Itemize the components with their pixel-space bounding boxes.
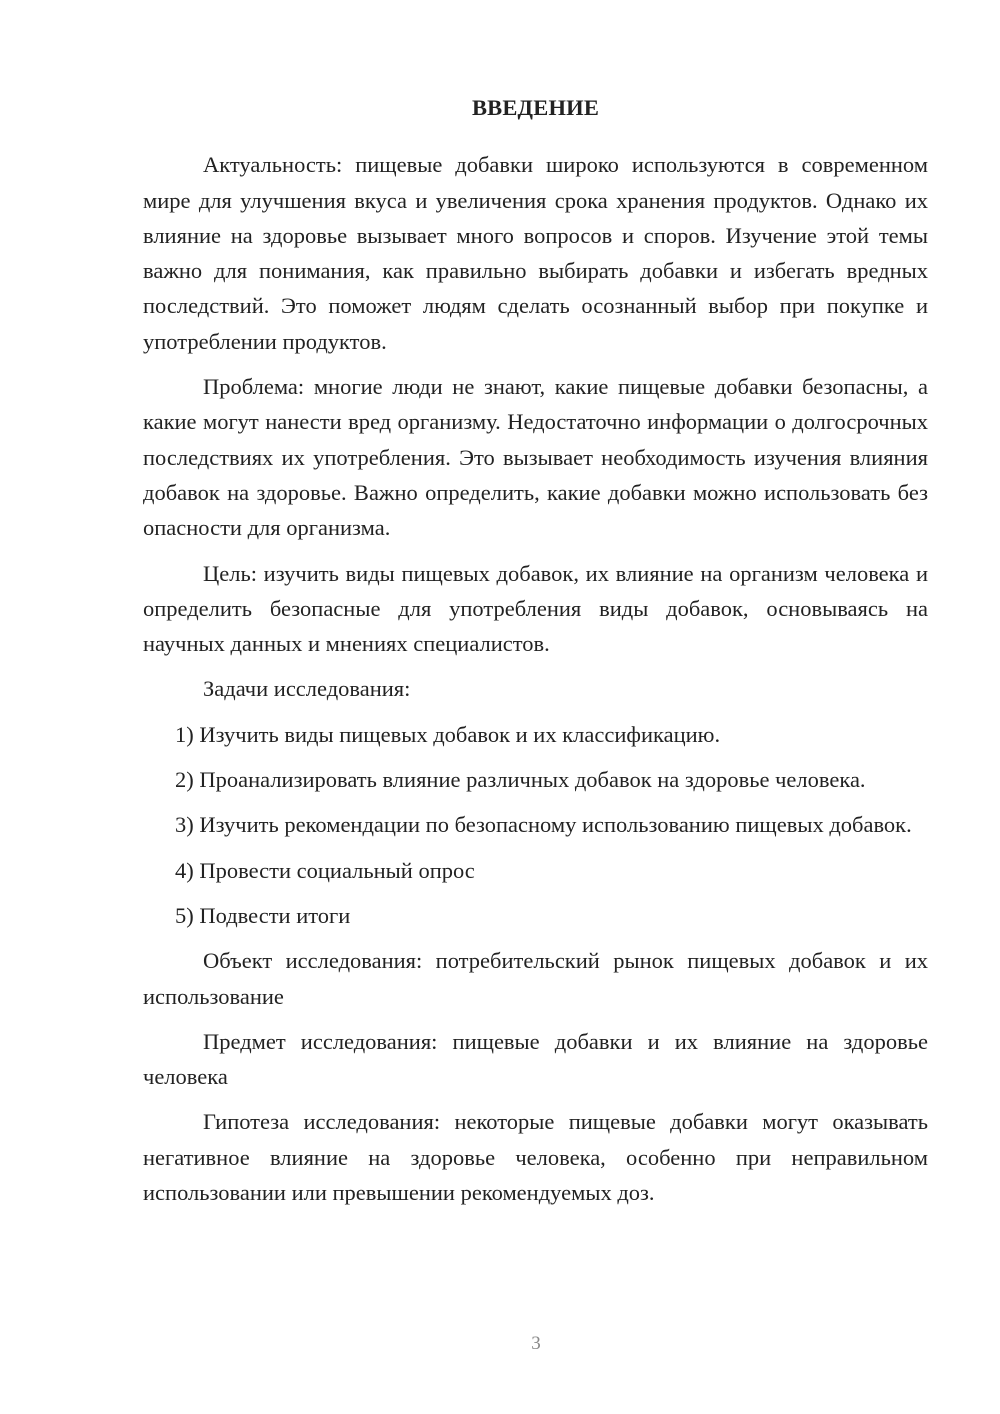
object-paragraph: Объект исследования: потребительский рынок пищевых добавок и их использование — [143, 948, 928, 1009]
task-item: 5) Подвести итоги — [175, 902, 351, 928]
page-number: 3 — [531, 1333, 541, 1354]
hypothesis-paragraph: Гипотеза исследования: некоторые пищевые добавки могут оказывать негативное влияние на здоровье человека, особенно при неправильном использовании или превышении рекомендуемых доз. — [143, 1109, 928, 1206]
goal-paragraph: Цель: изучить виды пищевых добавок, их влияние на организм человека и определить безопасные для употребления виды добавок, основываясь на научных данных и мнениях специалистов. — [143, 560, 928, 657]
problem-paragraph: Проблема: многие люди не знают, какие пищевые добавки безопасны, а какие могут нанести вред организму. Недостаточно информации о долгосрочных последствиях их употребления. Это вызывает необходимость изучения влияния добавок на здоровье. Важно определить, какие добавки можно использовать без опасности для организма. — [143, 374, 928, 541]
task-item: 1) Изучить виды пищевых добавок и их классификацию. — [175, 721, 721, 747]
relevance-paragraph: Актуальность: пищевые добавки широко используются в современном мире для улучшения вкуса и увеличения срока хранения продуктов. Однако их влияние на здоровье вызывает много вопросов и споров. Изучение этой темы важно для понимания, как правильно выбирать добавки и избегать вредных последствий. Это поможет людям сделать осознанный выбор при покупке и употреблении продуктов. — [143, 152, 928, 354]
task-item: 3) Изучить рекомендации по безопасному использованию пищевых добавок. — [175, 812, 912, 838]
tasks-title: Задачи исследования: — [203, 676, 411, 702]
task-item: 2) Проанализировать влияние различных добавок на здоровье человека. — [175, 767, 866, 793]
task-item: 4) Провести социальный опрос — [175, 857, 475, 883]
subject-paragraph: Предмет исследования: пищевые добавки и их влияние на здоровье человека — [143, 1028, 928, 1090]
document-body — [143, 90, 928, 1220]
page-title: ВВЕДЕНИЕ — [471, 95, 600, 120]
